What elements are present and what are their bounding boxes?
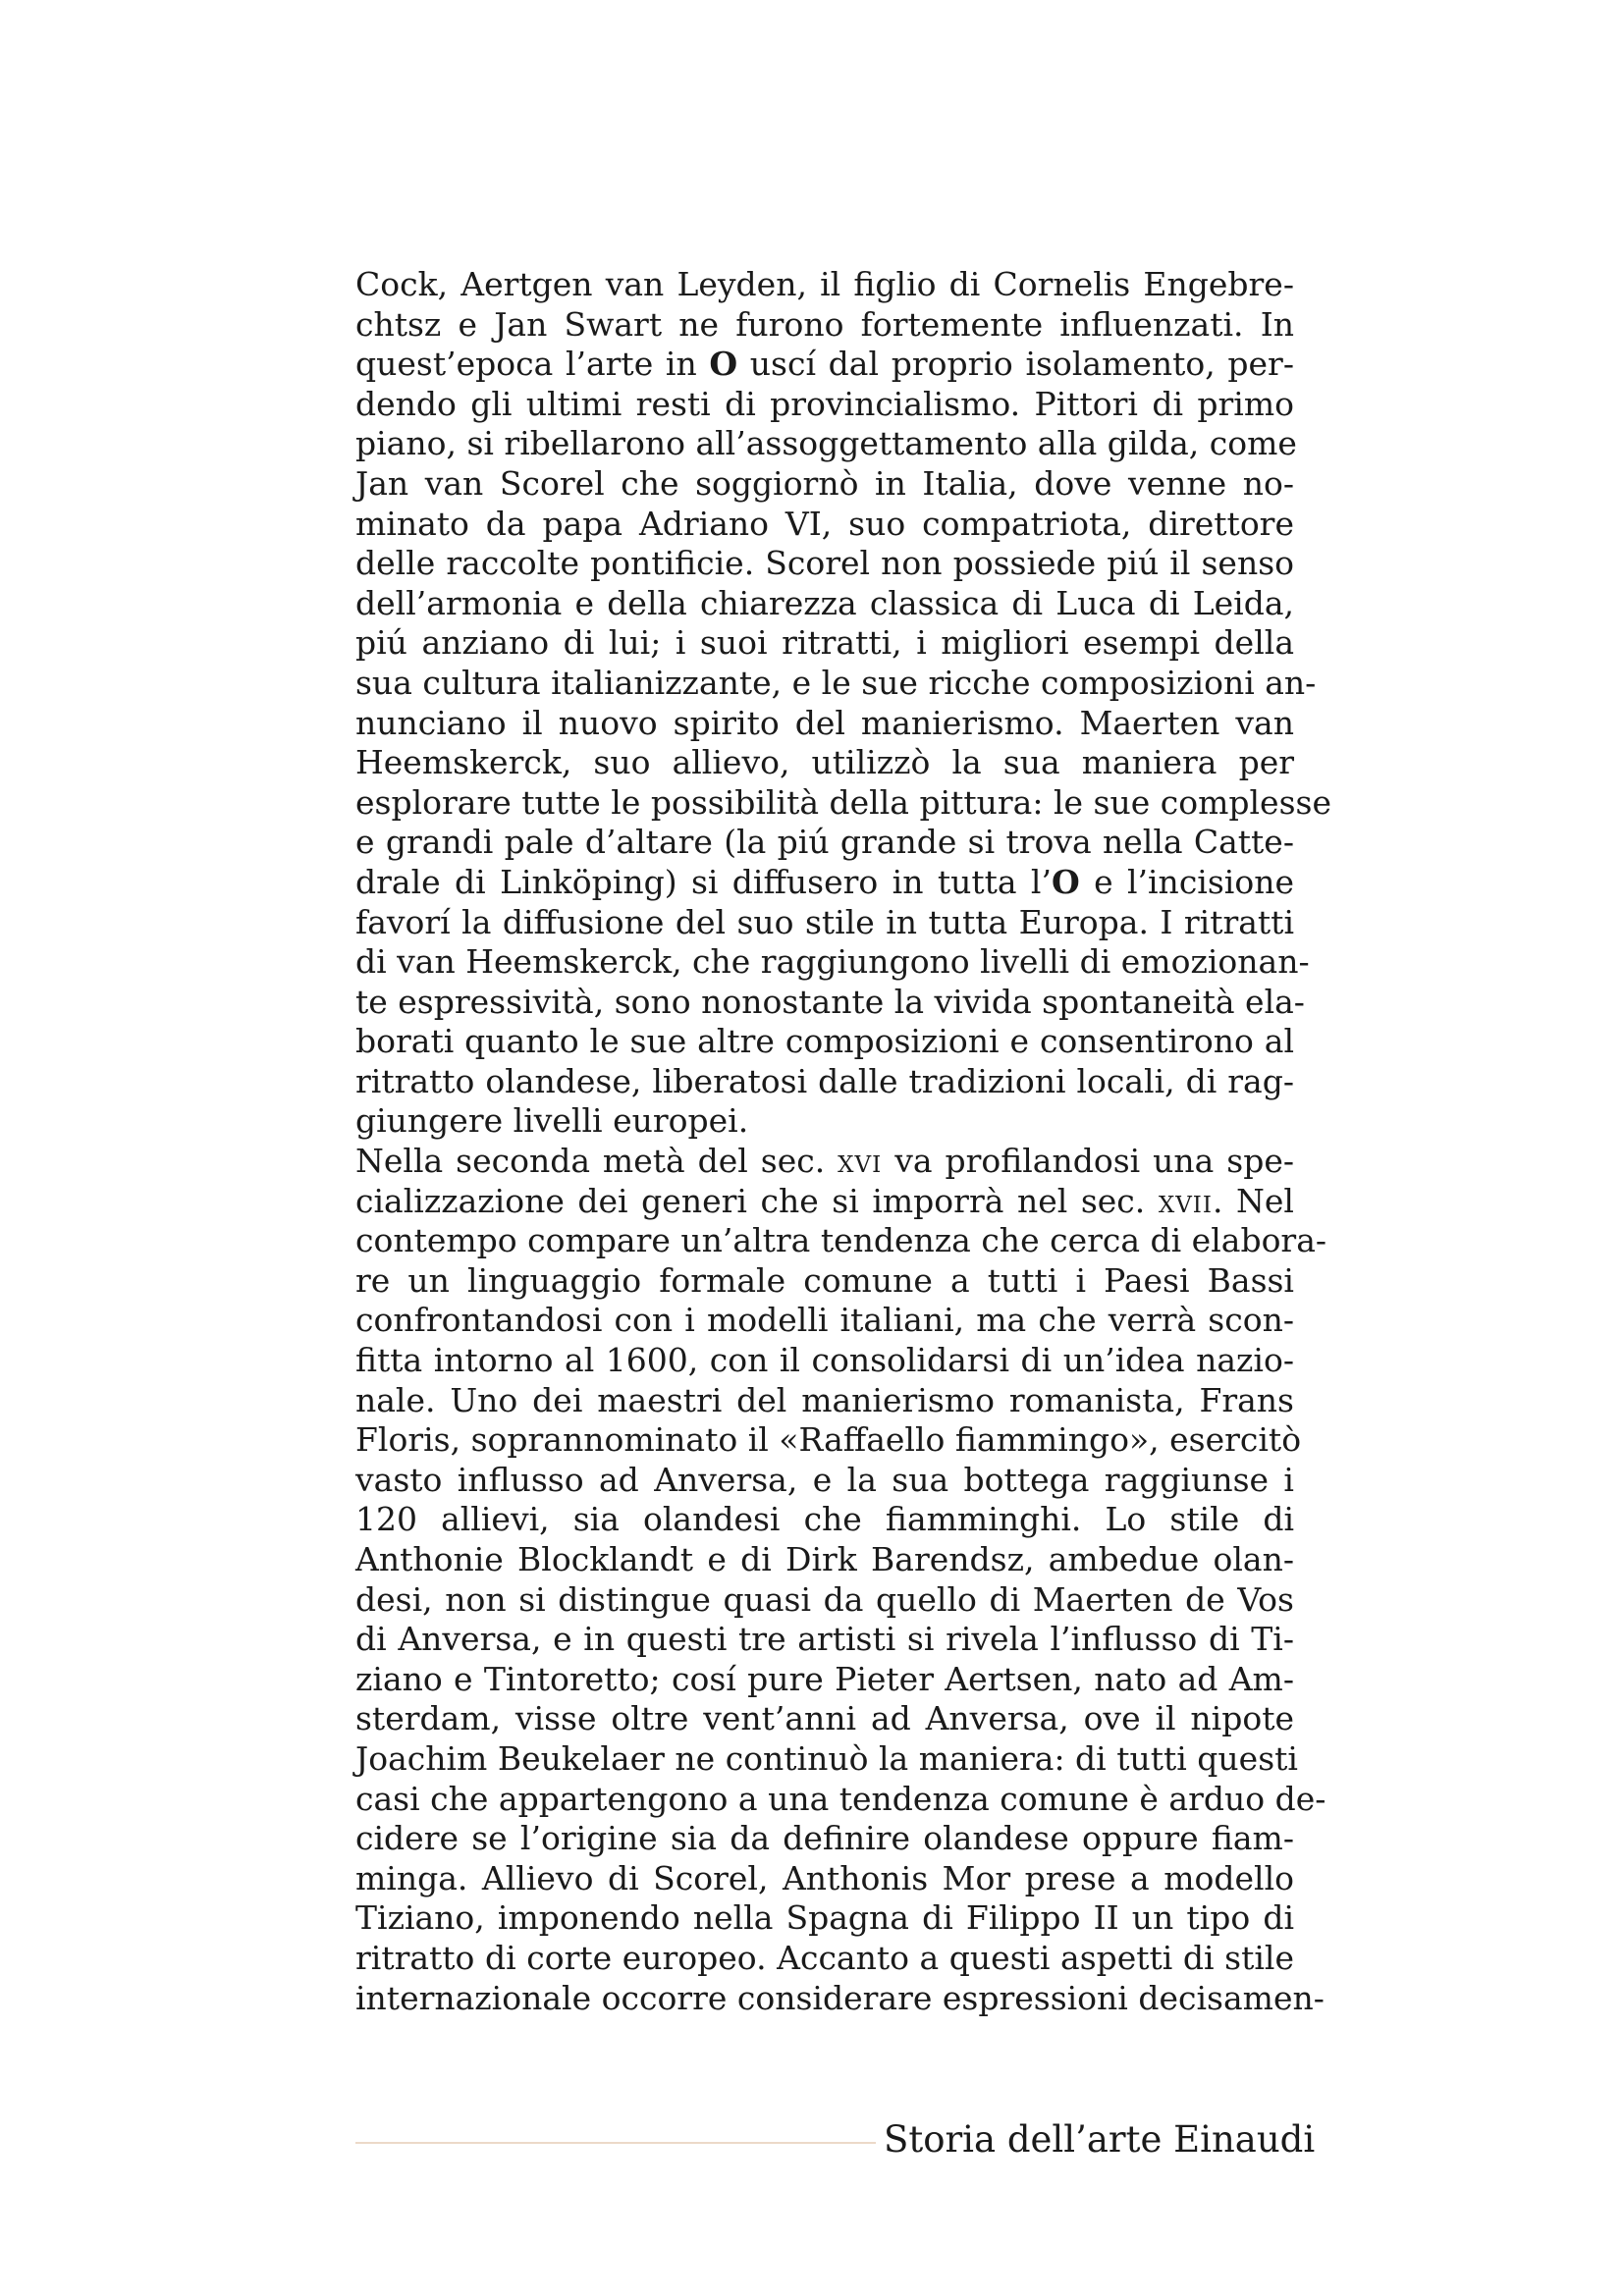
text-line: sterdam, visse oltre vent’anni ad Anversa, ove il nipote (355, 1699, 1294, 1738)
text-line: cidere se l’origine sia da definire olandese oppure fiam- (355, 1819, 1294, 1858)
text-line: favorí la diffusione del suo stile in tutta Europa. I ritratti (355, 902, 1294, 941)
text-line: esplorare tutte le possibilità della pittura: le sue complesse (355, 782, 1331, 822)
text-line: Nella seconda metà del sec. xvi va profilandosi una spe- (355, 1142, 1294, 1181)
entry-abbreviation: O (1051, 862, 1080, 901)
text-line: Heemskerck, suo allievo, utilizzò la sua maniera per (355, 743, 1294, 782)
century-numeral: xvi (838, 1142, 883, 1181)
footer-title: Storia dell’arte Einaudi (884, 2118, 1316, 2161)
text-line: te espressività, sono nonostante la vivida spontaneità ela- (355, 982, 1305, 1021)
text-line: Tiziano, imponendo nella Spagna di Filippo II un tipo di (355, 1898, 1294, 1938)
text-line: contempo compare un’altra tendenza che cerca di elabora- (355, 1221, 1327, 1260)
text-line: internazionale occorre considerare espressioni decisamen- (355, 1978, 1325, 2017)
text-line: dendo gli ultimi resti di provincialismo. Pittori di primo (355, 384, 1294, 423)
text-line: nale. Uno dei maestri del manierismo romanista, Frans (355, 1380, 1294, 1419)
footer-rule (355, 2142, 876, 2144)
text-line: Jan van Scorel che soggiornò in Italia, dove venne no- (355, 463, 1294, 503)
text-line: vasto influsso ad Anversa, e la sua bottega raggiunse i (355, 1460, 1294, 1499)
text-line: fitta intorno al 1600, con il consolidarsi di un’idea nazio- (355, 1341, 1294, 1380)
text-line: 120 allievi, sia olandesi che fiamminghi. Lo stile di (355, 1500, 1294, 1539)
text-line: Cock, Aertgen van Leyden, il figlio di Cornelis Engebre- (355, 265, 1294, 303)
text-line: Floris, soprannominato il «Raffaello fiammingo», esercitò (355, 1420, 1302, 1460)
text-line: giungere livelli europei. (355, 1101, 749, 1141)
text-line: Anthonie Blocklandt e di Dirk Barendsz, ambedue olan- (355, 1540, 1294, 1578)
paragraph (355, 265, 1331, 1142)
text-line: cializzazione dei generi che si imporrà nel sec. xvii. Nel (355, 1181, 1294, 1220)
text-line: quest’epoca l’arte in O uscí dal proprio isolamento, per- (355, 345, 1294, 384)
text-line: re un linguaggio formale comune a tutti i Paesi Bassi (355, 1260, 1294, 1300)
text-line: sua cultura italianizzante, e le sue ricche composizioni an- (355, 663, 1317, 702)
text-line: Joachim Beukelaer ne continuò la maniera: di tutti questi (355, 1738, 1298, 1778)
century-numeral: xvii (1158, 1181, 1213, 1220)
text-line: dell’armonia e della chiarezza classica di Luca di Leida, (355, 583, 1294, 622)
entry-abbreviation: O (709, 345, 738, 384)
text-line: e grandi pale d’altare (la piú grande si trova nella Catte- (355, 823, 1294, 862)
text-line: desi, non si distingue quasi da quello di Maerten de Vos (355, 1579, 1294, 1619)
text-line: borati quanto le sue altre composizioni e consentirono al (355, 1022, 1294, 1061)
body-text (355, 265, 1331, 2018)
text-line: drale di Linköping) si diffusero in tutta l’O e l’incisione (355, 862, 1294, 901)
text-line: di van Heemskerck, che raggiungono livelli di emozionan- (355, 942, 1310, 982)
text-line: confrontandosi con i modelli italiani, ma che verrà scon- (355, 1301, 1294, 1340)
text-line: nunciano il nuovo spirito del manierismo. Maerten van (355, 703, 1294, 742)
text-line: ritratto olandese, liberatosi dalle tradizioni locali, di rag- (355, 1061, 1294, 1100)
text-line: ziano e Tintoretto; cosí pure Pieter Aertsen, nato ad Am- (355, 1659, 1294, 1698)
text-line: piú anziano di lui; i suoi ritratti, i migliori esempi della (355, 623, 1294, 663)
text-line: piano, si ribellarono all’assoggettamento alla gilda, come (355, 424, 1297, 463)
text-line: chtsz e Jan Swart ne furono fortemente influenzati. In (355, 304, 1294, 344)
text-line: minato da papa Adriano VI, suo compatriota, direttore (355, 504, 1294, 543)
text-line: minga. Allievo di Scorel, Anthonis Mor prese a modello (355, 1858, 1294, 1897)
text-line: delle raccolte pontificie. Scorel non possiede piú il senso (355, 544, 1294, 583)
text-line: casi che appartengono a una tendenza comune è arduo de- (355, 1779, 1326, 1818)
paragraph (355, 1142, 1327, 2018)
text-line: ritratto di corte europeo. Accanto a questi aspetti di stile (355, 1938, 1294, 1977)
text-line: di Anversa, e in questi tre artisti si rivela l’influsso di Ti- (355, 1620, 1294, 1659)
